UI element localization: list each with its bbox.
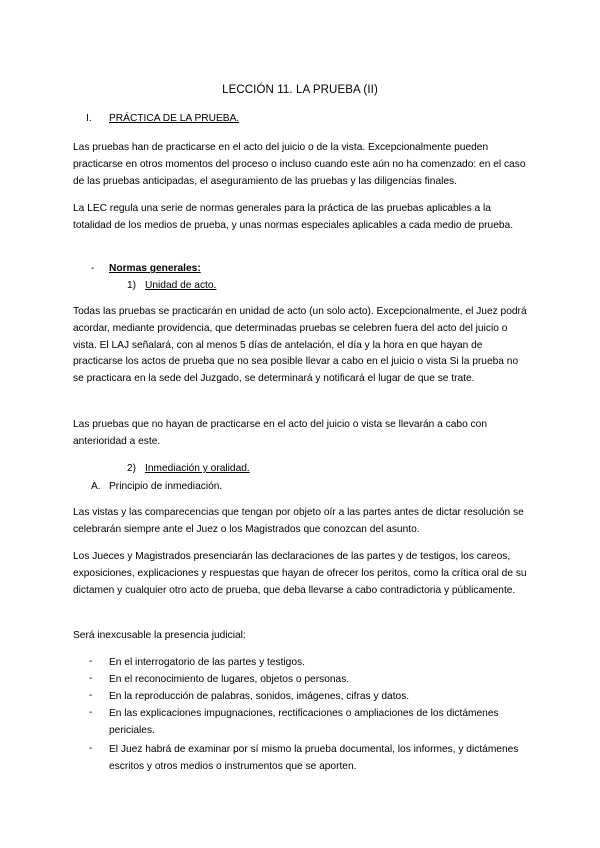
normas-dash: - — [91, 263, 95, 274]
paragraph-lec: La LEC regula una serie de normas generales para la práctica de las pruebas aplicables a la totalidad de los medios de prueba, y unas normas especiales aplicables a cada medio de prueba. — [73, 203, 514, 231]
list-item-marker: - — [89, 690, 93, 701]
list-item: En el reconocimiento de lugares, objetos o personas. — [109, 674, 350, 685]
paragraph-practice: Las pruebas han de practicarse en el acto del juicio o de la vista. Excepcionalmente pueden practicarse en otros momentos del proceso o incluso cuando este aún no ha comenzado: en el caso de las pruebas anticipadas, el aseguramiento de las pruebas y las diligencias finales. — [73, 142, 526, 187]
list-item-marker: - — [89, 656, 93, 667]
paragraph-presencia: Será inexcusable la presencia judicial: — [73, 630, 246, 641]
section-number: I. — [86, 113, 92, 124]
section-heading: PRÁCTICA DE LA PRUEBA. — [109, 113, 240, 124]
subA-letter: A. — [91, 481, 101, 492]
sub1-heading: Unidad de acto. — [145, 280, 217, 291]
sub2-heading: Inmediación y oralidad. — [145, 463, 250, 474]
list-item-marker: - — [89, 743, 93, 754]
paragraph-unidad: Todas las pruebas se practicarán en unidad de acto (un solo acto). Excepcionalmente, el Juez podrá acordar, mediante providencia, que determinadas pruebas se celebren fuera del acto del juicio o vista. El LAJ señalará, con al menos 5 días de antelación, el día y la hora en que hayan de practicarse los actos de prueba que no sea posible llevar a cabo en el juicio o vista Si la prueba no se practicara en la sede del Juzgado, se determinará y notificará el lugar de que se trate. — [73, 306, 527, 385]
list-item-marker: - — [89, 673, 93, 684]
list-item-marker: - — [89, 707, 93, 718]
paragraph-jueces: Los Jueces y Magistrados presenciarán las declaraciones de las partes y de testigos, los careos, exposiciones, explicaciones y respuestas que hayan de ofrecer los peritos, como la crítica oral de su dictamen y cualquier otro acto de prueba, que deba llevarse a cabo contradictoria y públicamente. — [73, 551, 527, 596]
lesson-title: LECCIÓN 11. LA PRUEBA (II) — [222, 84, 378, 96]
subA-heading: Principio de inmediación. — [109, 481, 223, 492]
paragraph-vistas: Las vistas y las comparecencias que tengan por objeto oír a las partes antes de dictar resolución se celebrarán siempre ante el Juez o los Magistrados que conozcan del asunto. — [73, 507, 524, 535]
list-item: En el interrogatorio de las partes y testigos. — [109, 657, 305, 668]
list-item: El Juez habrá de examinar por sí mismo la prueba documental, los informes, y dictámenes escritos y otros medios o instrumentos que se aporten. — [109, 744, 519, 772]
paragraph-anterioridad: Las pruebas que no hayan de practicarse en el acto del juicio o vista se llevarán a cabo con anterioridad a este. — [73, 419, 487, 447]
normas-heading: Normas generales: — [109, 263, 201, 274]
list-item: En las explicaciones impugnaciones, rectificaciones o ampliaciones de los dictámenes periciales. — [109, 708, 499, 736]
sub2-number: 2) — [127, 463, 137, 474]
list-item: En la reproducción de palabras, sonidos, imágenes, cifras y datos. — [109, 691, 410, 702]
sub1-number: 1) — [127, 280, 137, 291]
